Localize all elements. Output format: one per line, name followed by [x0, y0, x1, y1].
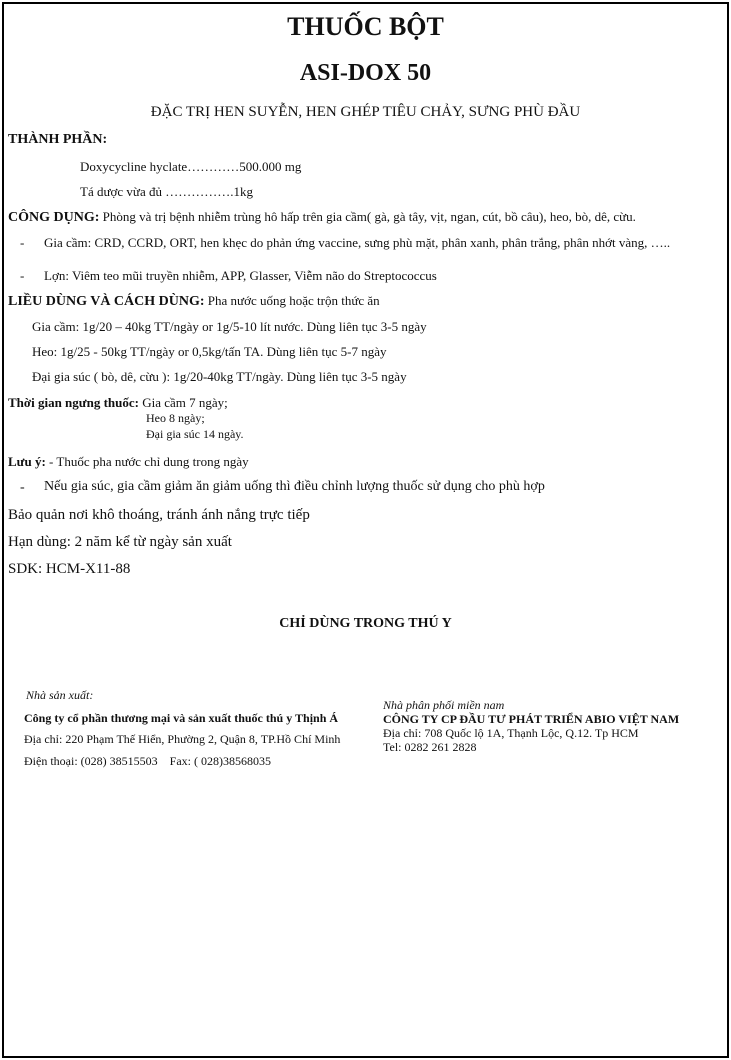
withdrawal-section — [8, 395, 228, 411]
usage-label: CÔNG DỤNG: — [8, 210, 100, 225]
manufacturer-label: Nhà sản xuất: — [26, 688, 94, 702]
note-text: - Thuốc pha nước chỉ dung trong ngày — [49, 454, 249, 469]
dosage-text: Pha nước uống hoặc trộn thức ăn — [207, 293, 380, 308]
manufacturer-address: Địa chỉ: 220 Phạm Thế Hiển, Phường 2, Quận 8, TP.Hồ Chí Minh — [24, 732, 341, 746]
manufacturer-name: Công ty cổ phần thương mại và sản xuất thuốc thú y Thịnh Á — [24, 711, 339, 725]
dosage-line-1: Gia cầm: 1g/20 – 40kg TT/ngày or 1g/5-10 lít nước. Dùng liên tục 3-5 ngày — [32, 319, 427, 334]
bullet-dash: - — [20, 235, 25, 250]
composition-line-1: Doxycycline hyclate…………500.000 mg — [80, 159, 302, 174]
registration-number: SDK: HCM-X11-88 — [8, 561, 131, 577]
distributor-address: Địa chỉ: 708 Quốc lộ 1A, Thạnh Lộc, Q.12. Tp HCM — [383, 726, 639, 740]
product-name: ASI-DOX 50 — [299, 60, 432, 86]
dosage-line-3: Đại gia súc ( bò, dê, cừu ): 1g/20-40kg TT/ngày. Dùng liên tục 3-5 ngày — [32, 369, 407, 384]
distributor-phone: Tel: 0282 261 2828 — [383, 740, 477, 754]
expiry-text: Hạn dùng: 2 năm kể từ ngày sản xuất — [8, 534, 232, 550]
note-bullet: Nếu gia súc, gia cầm giảm ăn giảm uống thì điều chỉnh lượng thuốc sử dụng cho phù hợp — [44, 479, 545, 494]
distributor-label: Nhà phân phối miền nam — [383, 698, 505, 712]
composition-line-2: Tá dược vừa đủ …………….1kg — [80, 184, 253, 199]
withdrawal-line-2: Heo 8 ngày; — [146, 411, 205, 425]
withdrawal-line-1: Gia cầm 7 ngày; — [142, 395, 228, 410]
withdrawal-line-3: Đại gia súc 14 ngày. — [146, 427, 244, 441]
distributor-name: CÔNG TY CP ĐẦU TƯ PHÁT TRIỂN ABIO VIỆT NAM — [383, 712, 680, 726]
product-type: THUỐC BỘT — [287, 12, 444, 41]
dosage-label: LIỀU DÙNG VÀ CÁCH DÙNG: — [8, 294, 205, 309]
label-page — [2, 2, 729, 1058]
note-section — [8, 454, 249, 470]
veterinary-only-notice: CHỈ DÙNG TRONG THÚ Y — [279, 616, 452, 631]
usage-text: Phòng và trị bệnh nhiễm trùng hô hấp trên gia cầm( gà, gà tây, vịt, ngan, cút, bồ câu), heo, bò, dê, cừu. — [102, 209, 636, 224]
usage-bullet-1: Gia cầm: CRD, CCRD, ORT, hen khẹc do phản ứng vaccine, sưng phù mặt, phân xanh, phân trắng, phân nhớt vàng, ….. — [44, 235, 671, 250]
dosage-section — [8, 293, 380, 310]
usage-bullet-2: Lợn: Viêm teo mũi truyền nhiễm, APP, Glasser, Viễm não do Streptococcus — [44, 268, 437, 283]
composition-label: THÀNH PHẦN: — [8, 132, 108, 147]
manufacturer-phone: Điện thoại: (028) 38515503 Fax: ( 028)38568035 — [24, 754, 271, 768]
indication: ĐẶC TRỊ HEN SUYỄN, HEN GHÉP TIÊU CHẢY, SƯNG PHÙ ĐẦU — [150, 104, 581, 120]
bullet-dash: - — [20, 268, 25, 283]
storage-text: Bảo quản nơi khô thoáng, tránh ánh nắng trực tiếp — [8, 507, 310, 523]
withdrawal-label: Thời gian ngưng thuốc: — [8, 395, 139, 410]
note-label: Lưu ý: — [8, 454, 46, 469]
bullet-dash: - — [20, 480, 25, 495]
usage-section — [8, 209, 636, 226]
dosage-line-2: Heo: 1g/25 - 50kg TT/ngày or 0,5kg/tấn TA. Dùng liên tục 5-7 ngày — [32, 344, 387, 359]
